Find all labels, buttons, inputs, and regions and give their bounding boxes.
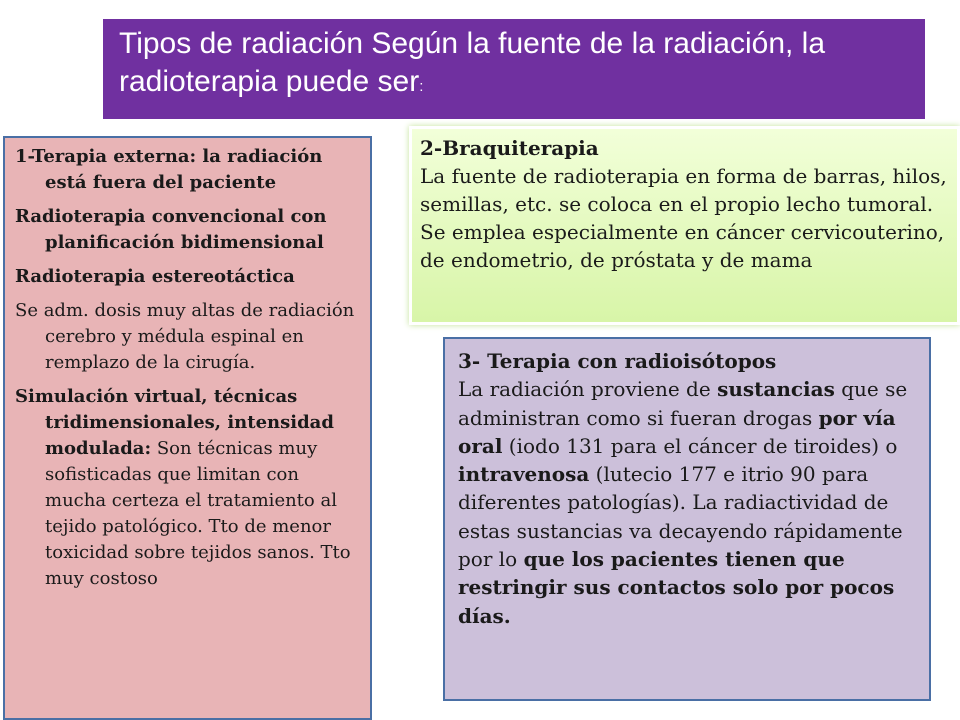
radioisotope-body: La radiación proviene de sustancias que se administran como si fueran drogas por vía oral (iodo 131 para el cáncer de tiroides) o intravenosa (lutecio 177 e itrio 90 para diferentes patologías). La radiactividad de estas sustancias va decayendo rápidamente por lo que los pacientes tienen que restringir sus contactos solo por pocos días.: [458, 377, 908, 628]
box1-item-stereotactic: Radioterapia estereotáctica: [15, 266, 295, 287]
radioisotope-heading: 3- Terapia con radioisótopos: [458, 349, 777, 373]
box1-item-virtual-simulation: Simulación virtual, técnicas tridimensionales, intensidad modulada: Son técnicas muy sofisticadas que limitan con mucha certeza el tratamiento al tejido patológico. Tto de menor toxicidad sobre tejidos sanos. Tto muy costoso: [15, 386, 351, 589]
radioisotope-box: [443, 337, 931, 701]
external-therapy-box: [3, 136, 372, 720]
brachytherapy-heading: 2-Braquiterapia: [420, 136, 599, 160]
brachytherapy-box: [409, 126, 960, 325]
title-colon: :: [419, 78, 424, 95]
box1-item-external-therapy: 1-Terapia externa: la radiación está fuera del paciente: [15, 146, 323, 193]
title-text: Tipos de radiación Según la fuente de la radiación, la radioterapia puede ser: [119, 27, 826, 98]
slide-title: [103, 19, 925, 119]
box1-item-conventional: Radioterapia convencional con planificación bidimensional: [15, 206, 327, 253]
brachytherapy-body: La fuente de radioterapia en forma de barras, hilos, semillas, etc. se coloca en el propio lecho tumoral. Se emplea especialmente en cáncer cervicouterino, de endometrio, de próstata y de mama: [420, 164, 947, 272]
box1-item-stereotactic-description: Se adm. dosis muy altas de radiación cerebro y médula espinal en remplazo de la cirugía.: [15, 300, 355, 373]
